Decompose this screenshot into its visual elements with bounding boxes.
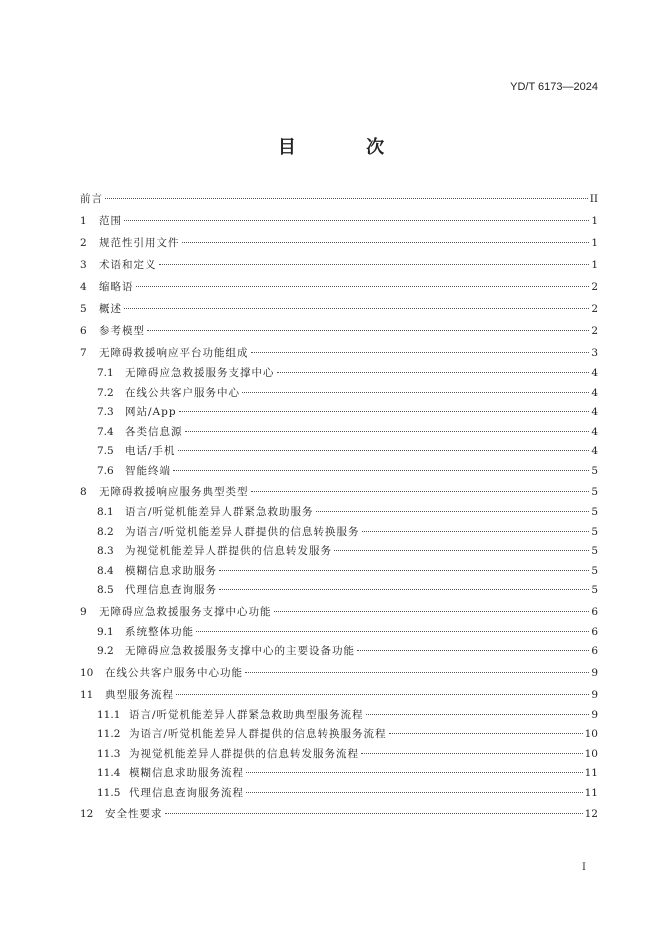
toc-entry[interactable] [80, 523, 598, 543]
toc-leader-dots [219, 589, 589, 590]
toc-entry-page: 4 [591, 445, 598, 457]
toc-leader-dots [165, 813, 583, 814]
toc-entry-number: 11.1 [97, 708, 121, 721]
toc-leader-dots [251, 352, 590, 353]
toc-entry[interactable] [80, 276, 598, 298]
toc-entry[interactable] [80, 601, 598, 623]
toc-entry-title: 规范性引用文件 [99, 237, 180, 249]
toc-entry-number: 3 [80, 259, 87, 271]
toc-entry-page: 4 [591, 406, 598, 418]
toc-entry-page: 5 [591, 486, 598, 498]
toc-entry-title: 电话/手机 [125, 445, 176, 457]
toc-entry-title: 模糊信息求助服务流程 [129, 767, 244, 779]
toc-entry[interactable] [80, 764, 598, 784]
toc-entry-page: 5 [591, 545, 598, 557]
toc-entry[interactable] [80, 725, 598, 745]
toc-entry-number: 8 [80, 486, 87, 498]
toc-entry-number: 7.1 [97, 367, 114, 379]
toc-entry-title: 在线公共客户服务中心 [125, 386, 240, 399]
toc-entry[interactable] [80, 581, 598, 601]
toc-entry-page: 4 [591, 425, 598, 438]
toc-entry-title: 系统整体功能 [125, 625, 194, 638]
toc-entry-page: 11 [584, 767, 598, 779]
toc-entry-number: 11.3 [97, 747, 121, 760]
toc-entry-title: 代理信息查询服务 [125, 584, 217, 596]
toc-leader-dots [105, 198, 588, 199]
toc-entry-title: 模糊信息求助服务 [125, 564, 217, 577]
toc-entry-title: 无障碍应急救援服务支撑中心 [125, 367, 275, 379]
toc-entry[interactable] [80, 442, 598, 462]
toc-leader-dots [246, 772, 583, 773]
toc-entry-page: 6 [591, 625, 598, 638]
toc-entry-title: 参考模型 [99, 325, 145, 337]
toc-entry-number: 11.2 [97, 728, 121, 740]
toc-leader-dots [176, 694, 589, 695]
page-number: I [582, 862, 586, 873]
toc-leader-dots [246, 792, 583, 793]
toc-leader-dots [178, 450, 590, 451]
toc-entry-page: 10 [584, 728, 598, 740]
toc-entry-page: 5 [591, 506, 598, 518]
toc-leader-dots [124, 308, 589, 309]
toc-entry[interactable] [80, 803, 598, 825]
toc-entry-number: 7.2 [97, 386, 114, 399]
toc-entry[interactable] [80, 462, 598, 482]
toc-leader-dots [124, 220, 589, 221]
toc-entry-title: 缩略语 [99, 281, 134, 293]
toc-entry-title: 安全性要求 [105, 808, 163, 820]
toc-entry-page: 10 [584, 747, 598, 760]
toc-entry-number: 7.4 [97, 425, 114, 438]
toc-entry-page: 1 [591, 259, 598, 271]
toc-entry-number: 7.6 [97, 464, 114, 477]
toc-entry[interactable] [80, 254, 598, 276]
toc-entry-title: 语言/听觉机能差异人群紧急救助典型服务流程 [129, 708, 364, 721]
toc-entry-number: 4 [80, 281, 87, 293]
toc-entry-page: 2 [591, 325, 598, 337]
toc-entry-title: 无障碍救援响应服务典型类型 [99, 486, 249, 498]
toc-entry-page: 5 [591, 584, 598, 596]
toc-entry[interactable] [80, 623, 598, 643]
toc-entry-page: 6 [591, 645, 598, 657]
toc-entry-number: 8.5 [97, 584, 114, 596]
toc-leader-dots [316, 511, 590, 512]
toc-entry[interactable] [80, 232, 598, 254]
toc-entry-title: 为视觉机能差异人群提供的信息转发服务流程 [129, 747, 359, 760]
toc-entry-number: 8.1 [97, 506, 114, 518]
toc-entry-title: 典型服务流程 [105, 688, 174, 701]
toc-leader-dots [182, 242, 590, 243]
toc-entry-page: 2 [591, 303, 598, 315]
toc-entry-page: II [589, 193, 598, 205]
toc-entry-number: 7.3 [97, 406, 114, 418]
toc-leader-dots [147, 330, 589, 331]
toc-entry-number: 6 [80, 325, 87, 337]
toc-entry-number: 9.2 [97, 645, 114, 657]
toc-entry-number: 2 [80, 237, 87, 249]
toc-entry-title: 在线公共客户服务中心功能 [105, 666, 243, 679]
toc-entry-title: 为视觉机能差异人群提供的信息转发服务 [125, 545, 332, 557]
toc-entry[interactable] [80, 503, 598, 523]
toc-leader-dots [251, 491, 590, 492]
toc-leader-dots [366, 714, 590, 715]
toc-leader-dots [196, 631, 589, 632]
toc-entry-title: 代理信息查询服务流程 [129, 786, 244, 799]
toc-entry-title: 术语和定义 [99, 259, 157, 271]
toc-entry-number: 5 [80, 303, 87, 315]
toc-entry[interactable] [80, 784, 598, 804]
toc-entry-number: 10 [80, 666, 94, 679]
toc-entry-title: 无障碍应急救援服务支撑中心的主要设备功能 [125, 645, 355, 657]
toc-entry-number: 12 [80, 808, 94, 820]
toc-entry[interactable] [80, 364, 598, 384]
toc-entry-number: 7 [80, 347, 87, 359]
toc-entry-page: 2 [591, 281, 598, 293]
toc-entry-page: 5 [591, 464, 598, 477]
toc-entry-number: 11.5 [97, 786, 121, 799]
toc-entry-page: 5 [591, 525, 598, 538]
toc-entry-page: 11 [584, 786, 598, 799]
toc-entry[interactable] [80, 745, 598, 765]
toc-entry-title: 语言/听觉机能差异人群紧急救助服务 [125, 506, 314, 518]
toc-entry[interactable] [80, 481, 598, 503]
toc-entry-title: 无障碍救援响应平台功能组成 [99, 347, 249, 359]
toc-entry-number: 9 [80, 605, 87, 618]
toc-entry-page: 9 [591, 708, 598, 721]
toc-entry[interactable] [80, 684, 598, 706]
toc-entry[interactable] [80, 342, 598, 364]
toc-entry[interactable] [80, 320, 598, 342]
toc-entry-title: 为语言/听觉机能差异人群提供的信息转换服务流程 [129, 728, 387, 740]
toc-entry-number: 8.2 [97, 525, 114, 538]
toc-entry[interactable] [80, 188, 598, 210]
toc-leader-dots [245, 672, 589, 673]
toc-entry-title: 无障碍应急救援服务支撑中心功能 [99, 605, 272, 618]
toc-entry-page: 4 [591, 386, 598, 399]
toc-entry-page: 1 [591, 237, 598, 249]
toc-entry[interactable] [80, 210, 598, 232]
toc-entry[interactable] [80, 403, 598, 423]
toc-leader-dots [357, 650, 589, 651]
toc-entry[interactable] [80, 642, 598, 662]
toc-leader-dots [185, 431, 590, 432]
toc-leader-dots [179, 411, 590, 412]
toc-leader-dots [362, 531, 590, 532]
toc-entry-number: 1 [80, 215, 87, 227]
toc-entry-title: 网站/App [125, 406, 177, 418]
toc-entry-number: 8.3 [97, 545, 114, 557]
page-title: 目 次 [277, 137, 417, 158]
toc-leader-dots [334, 550, 589, 551]
toc-entry[interactable] [80, 706, 598, 726]
table-of-contents [80, 188, 598, 825]
toc-leader-dots [136, 286, 590, 287]
toc-entry-title: 各类信息源 [125, 425, 183, 438]
toc-leader-dots [173, 470, 589, 471]
toc-entry[interactable] [80, 298, 598, 320]
toc-entry-page: 5 [591, 564, 598, 577]
toc-entry-number: 11.4 [97, 767, 121, 779]
toc-entry-title: 为语言/听觉机能差异人群提供的信息转换服务 [125, 525, 360, 538]
toc-entry-title: 概述 [99, 303, 122, 315]
toc-entry-page: 9 [591, 688, 598, 701]
toc-entry-title: 智能终端 [125, 464, 171, 477]
document-code: YD/T 6173—2024 [510, 81, 598, 93]
toc-entry-number: 7.5 [97, 445, 114, 457]
toc-entry[interactable] [80, 662, 598, 684]
toc-leader-dots [219, 570, 589, 571]
toc-entry-title: 范围 [99, 215, 122, 227]
toc-entry-page: 1 [591, 215, 598, 227]
toc-leader-dots [361, 753, 583, 754]
toc-entry-page: 3 [591, 347, 598, 359]
toc-entry-title: 前言 [80, 193, 103, 205]
toc-entry-number: 8.4 [97, 564, 114, 577]
toc-leader-dots [389, 733, 583, 734]
toc-leader-dots [242, 392, 589, 393]
toc-entry-number: 11 [80, 688, 94, 701]
toc-entry[interactable] [80, 423, 598, 443]
toc-leader-dots [277, 372, 590, 373]
toc-entry-page: 9 [591, 666, 598, 679]
toc-entry-page: 4 [591, 367, 598, 379]
toc-leader-dots [274, 611, 590, 612]
toc-entry-page: 6 [591, 605, 598, 618]
toc-entry[interactable] [80, 384, 598, 404]
toc-entry[interactable] [80, 542, 598, 562]
toc-entry-page: 12 [584, 808, 598, 820]
toc-entry-number: 9.1 [97, 625, 114, 638]
toc-leader-dots [159, 264, 590, 265]
toc-entry[interactable] [80, 562, 598, 582]
